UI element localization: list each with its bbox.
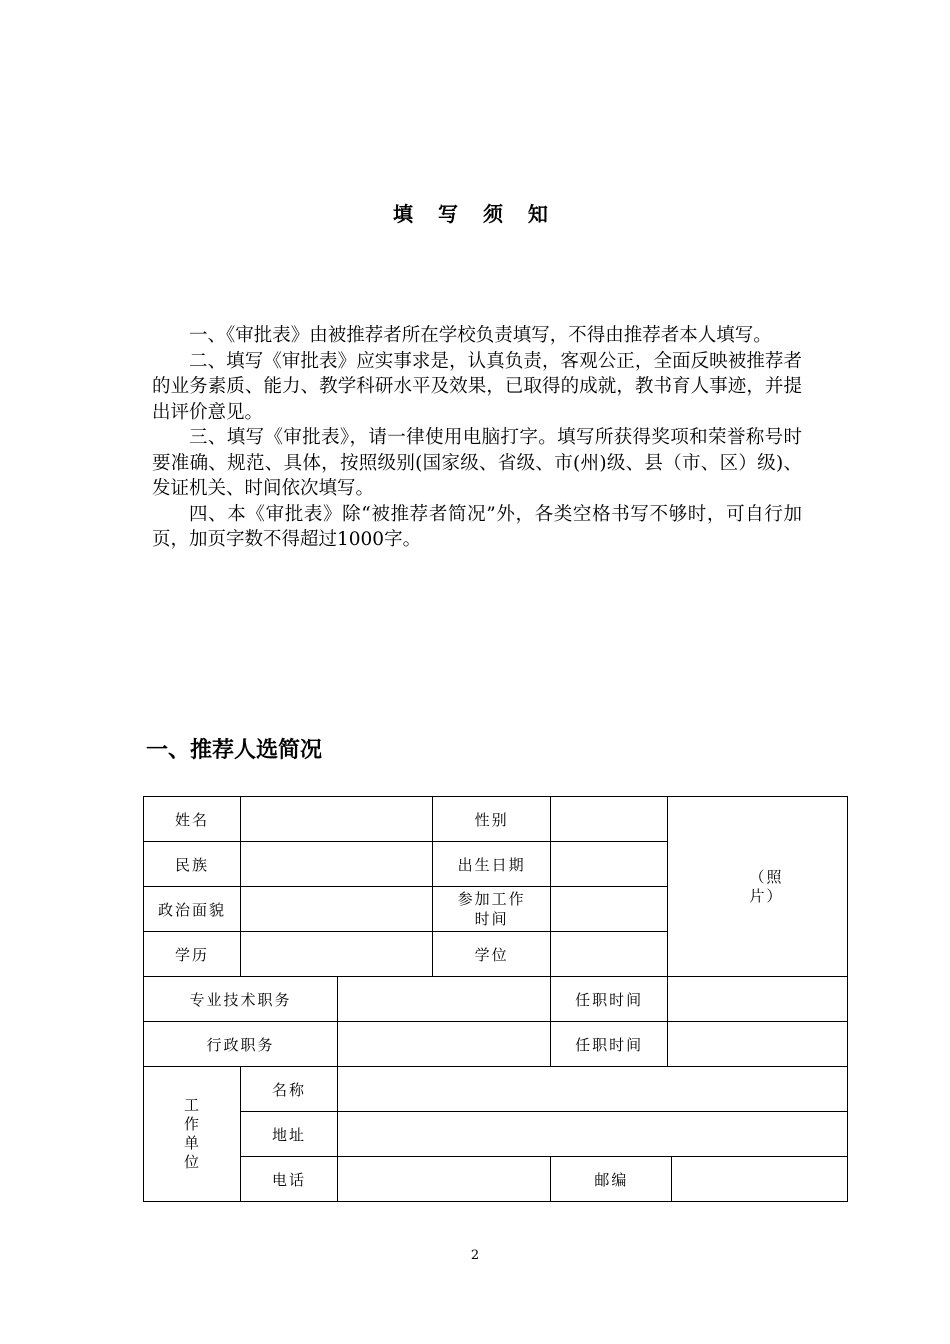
work-start-field[interactable] [551, 887, 667, 932]
tech-tenure-label: 任职时间 [551, 977, 667, 1022]
ethnicity-label: 民族 [144, 842, 241, 887]
admin-title-field[interactable] [338, 1022, 551, 1067]
tech-tenure-field[interactable] [667, 977, 847, 1022]
tech-title-field[interactable] [338, 977, 551, 1022]
phone-field[interactable] [338, 1157, 551, 1202]
candidate-info-table [143, 796, 848, 1202]
education-field[interactable] [241, 932, 433, 977]
name-field[interactable] [241, 797, 433, 842]
photo-box[interactable] [667, 797, 847, 977]
page-number: 2 [470, 1248, 480, 1263]
gender-field[interactable] [551, 797, 667, 842]
political-status-field[interactable] [241, 887, 433, 932]
phone-label: 电话 [241, 1157, 338, 1202]
photo-label: （照片） [749, 867, 784, 905]
birthdate-label: 出生日期 [432, 842, 551, 887]
tech-title-label: 专业技术职务 [144, 977, 338, 1022]
name-label: 姓名 [144, 797, 241, 842]
section-title: 一、推荐人选简况 [146, 738, 323, 763]
education-label: 学历 [144, 932, 241, 977]
workplace-label [144, 1067, 241, 1202]
degree-field[interactable] [551, 932, 667, 977]
ethnicity-field[interactable] [241, 842, 433, 887]
admin-tenure-label: 任职时间 [551, 1022, 667, 1067]
degree-label: 学位 [432, 932, 551, 977]
notice-item-2: 二、填写《审批表》应实事求是，认真负责，客观公正，全面反映被推荐者的业务素质、能力、教学科研水平及效果，已取得的成就，教书育人事迹，并提出评价意见。 [152, 350, 802, 423]
political-status-label: 政治面貌 [144, 887, 241, 932]
notice-title: 填 写 须 知 [393, 202, 557, 226]
gender-label: 性别 [432, 797, 551, 842]
workplace-label-text: 工作单位 [184, 1096, 202, 1171]
notice-item-3: 三、填写《审批表》，请一律使用电脑打字。填写所获得奖项和荣誉称号时要准确、规范、具体，按照级别(国家级、省级、市(州)级、县（市、区）级)、发证机关、时间依次填写。 [152, 427, 802, 499]
admin-tenure-field[interactable] [667, 1022, 847, 1067]
postcode-label: 邮编 [551, 1157, 672, 1202]
notice-item-1: 一、《审批表》由被推荐者所在学校负责填写，不得由推荐者本人填写。 [189, 325, 772, 346]
work-start-label-text: 参加工作时间 [457, 890, 526, 928]
work-start-label [432, 887, 551, 932]
postcode-field[interactable] [672, 1157, 848, 1202]
address-field[interactable] [338, 1112, 848, 1157]
address-label: 地址 [241, 1112, 338, 1157]
unit-name-field[interactable] [338, 1067, 848, 1112]
admin-title-label: 行政职务 [144, 1022, 338, 1067]
unit-name-label: 名称 [241, 1067, 338, 1112]
notice-item-4: 四、本《审批表》除“被推荐者简况”外，各类空格书写不够时，可自行加页，加页字数不得超过1000字。 [152, 503, 802, 550]
birthdate-field[interactable] [551, 842, 667, 887]
notice-body [152, 323, 802, 553]
